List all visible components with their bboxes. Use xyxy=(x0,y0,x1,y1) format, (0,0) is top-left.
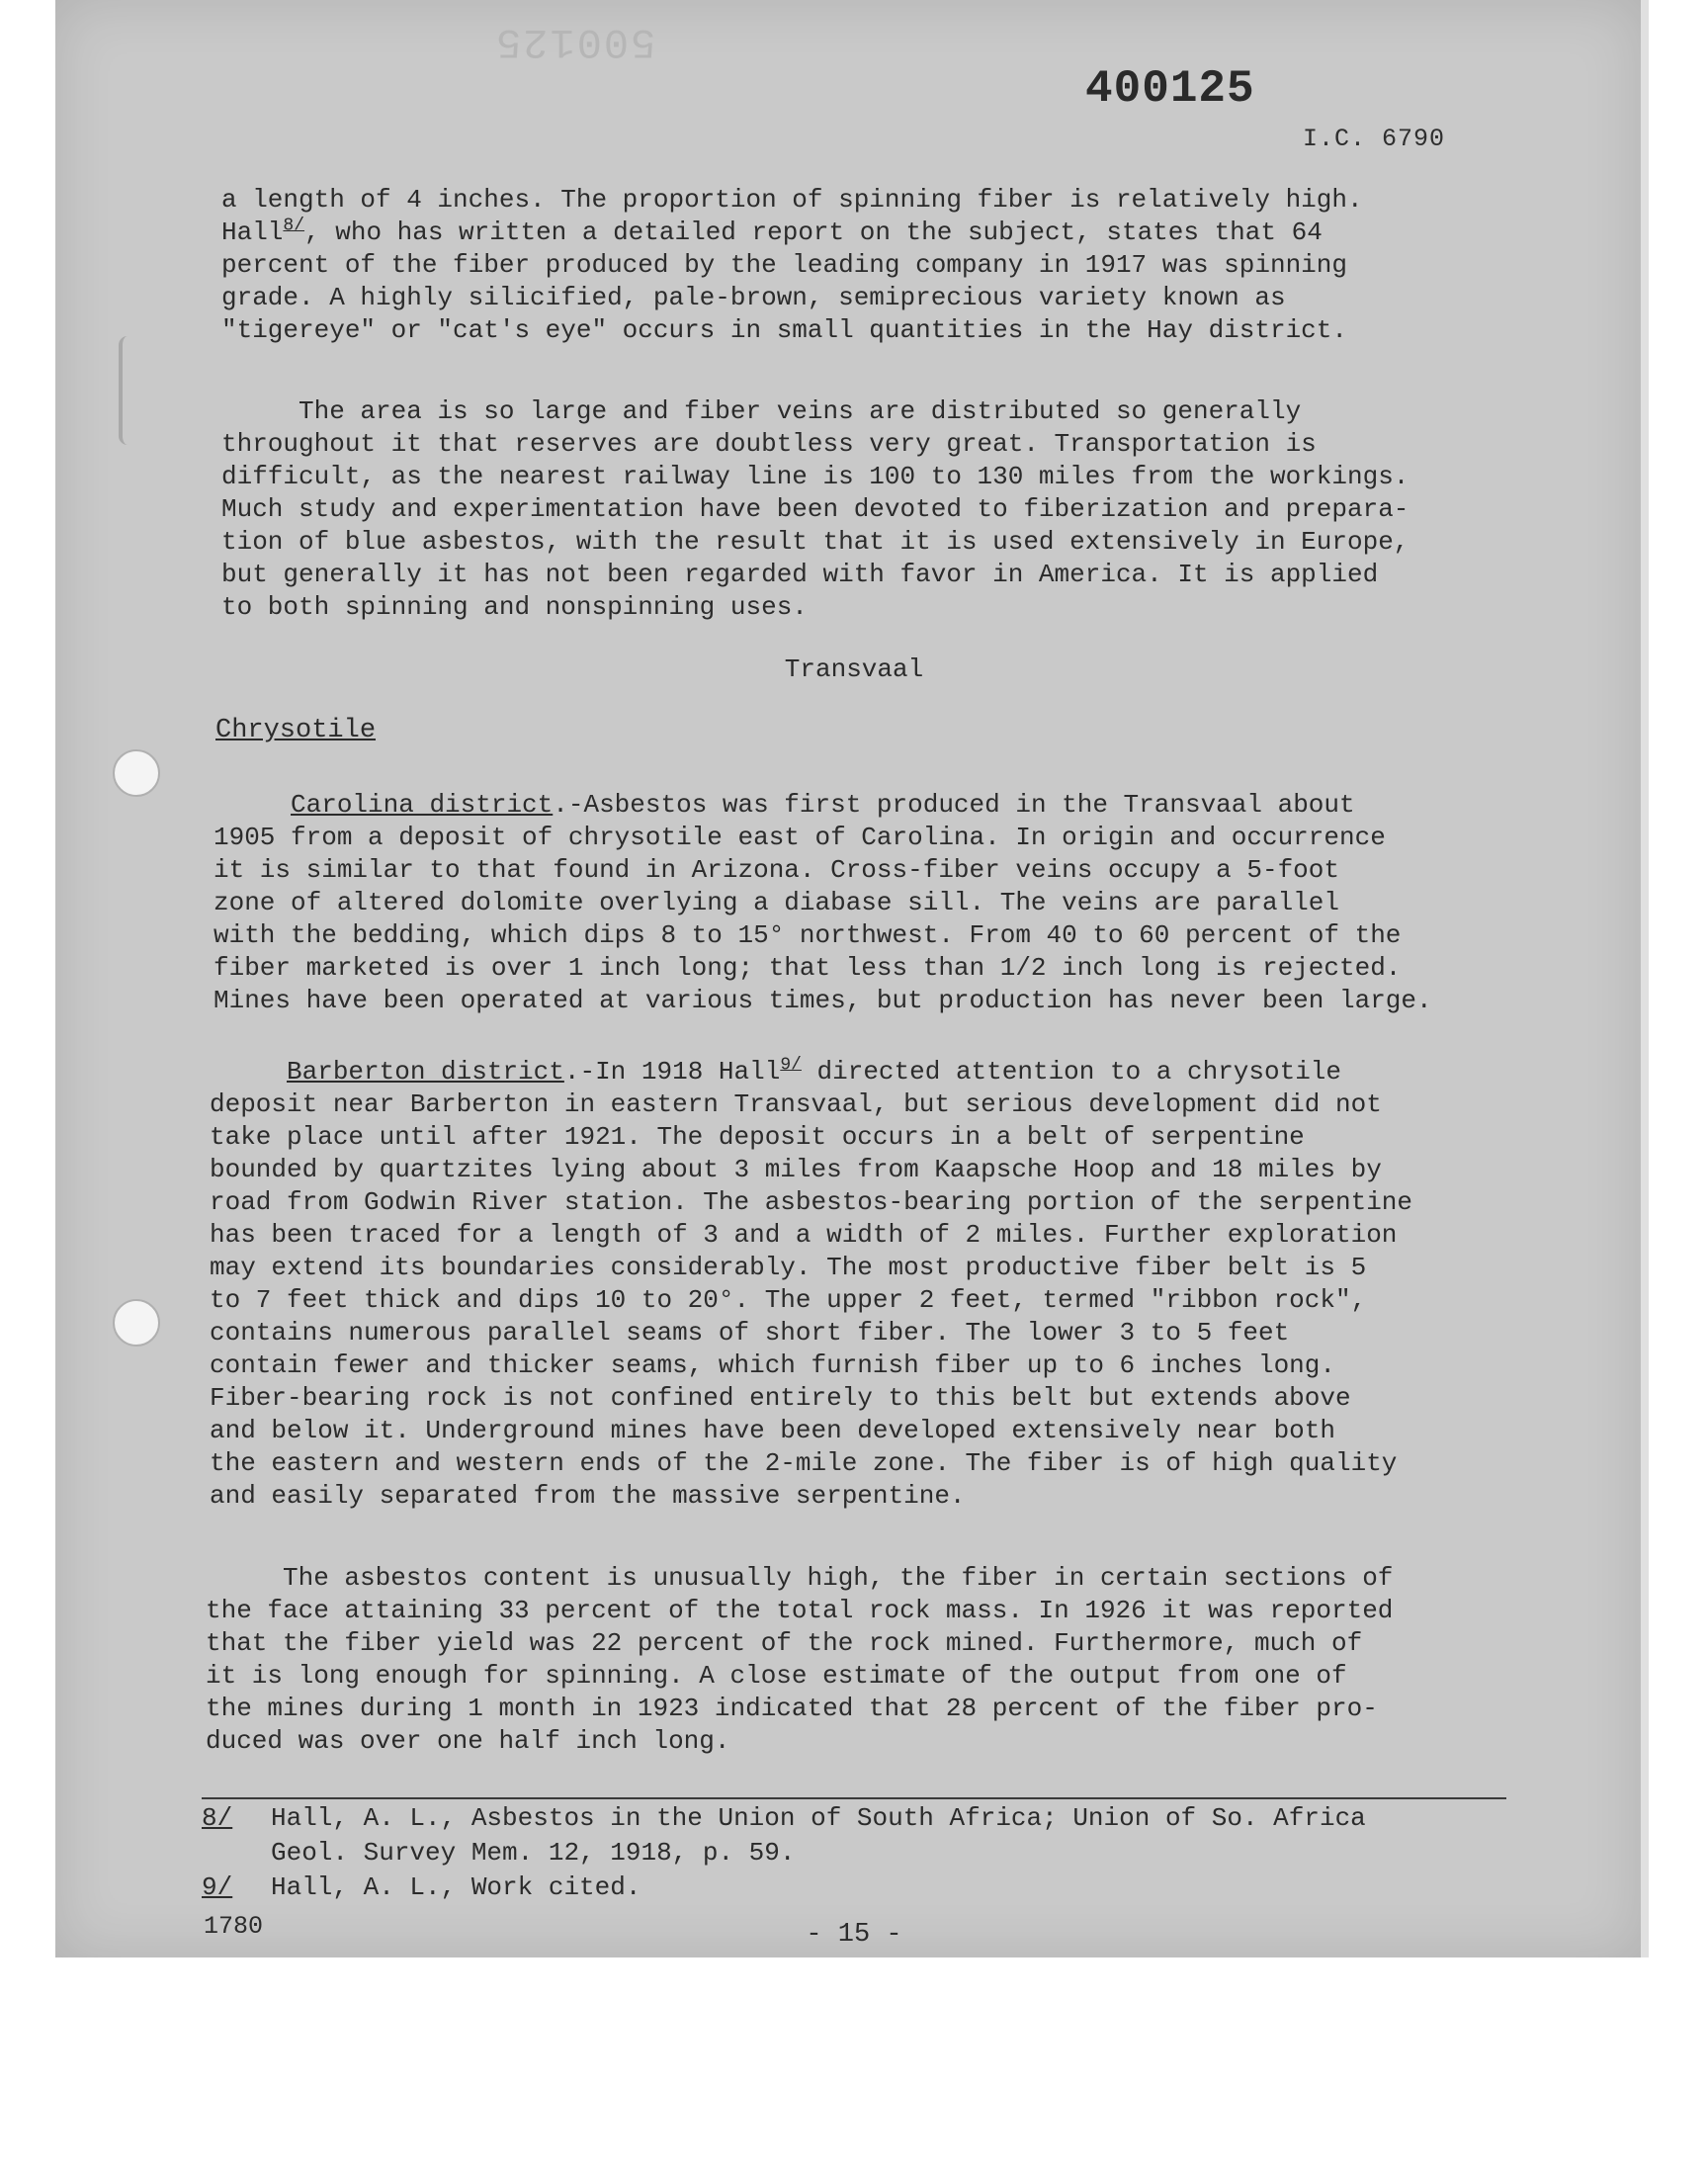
paragraph-text: a length of 4 inches. The proportion of spinning fiber is relatively high. Hall xyxy=(221,185,1363,247)
paragraph-carolina xyxy=(214,789,1514,1017)
punch-hole xyxy=(113,749,160,797)
punch-hole xyxy=(113,1299,160,1347)
paper-clip-mark xyxy=(119,336,136,445)
paragraph-barberton xyxy=(210,1056,1510,1513)
document-id: I.C. 6790 xyxy=(1303,125,1446,153)
footnote-mark: 9/ xyxy=(202,1872,233,1902)
paragraph-asbestos-content: The asbestos content is unusually high, the fiber in certain sections of the face attaining 33 percent of the total rock mass. In 1926 it was reported that the fiber yield was 22 percent of the rock mined. Furthermore, much of it is long enough for spinning. A close estimate of the output from one of the mines during 1 month in 1923 indicated that 28 percent of the fiber pro- duced was over one half inch long. xyxy=(206,1563,1394,1756)
ghost-stamp-number: 500125 xyxy=(494,18,656,65)
carolina-district-title: Carolina district xyxy=(291,790,554,820)
paragraph-reserves: The area is so large and fiber veins are distributed so generally throughout it that reserves are doubtless very great. Transportation is difficult, as the nearest railway line is 100 to 130 miles from the workings. Much study and experimentation have been devoted to fiberization and prepara- tion of blue asbestos, with the result that it is used extensively in Europe, but generally it has not been regarded with favor in America. It is applied to both spinning and nonspinning uses. xyxy=(221,396,1409,622)
footnote-text: Hall, A. L., Asbestos in the Union of South Africa; Union of So. Africa xyxy=(271,1803,1366,1833)
footnote-divider xyxy=(202,1797,1506,1799)
paragraph-text: directed attention to a chrysotile deposit near Barberton in eastern Transvaal, but serious development did not take place until after 1921. The deposit occurs in a belt of serpentine bounded by quartzites lying about 3 miles from Kaapsche Hoop and 18 miles by road from Godwin River station. The asbestos-bearing portion of the serpentine has been traced for a length of 3 and a width of 2 miles. Further exploration may extend its boundaries considerably. The most productive fiber belt is 5 to 7 feet thick and dips 10 to 20°. The upper 2 feet, termed "ribbon rock", contains numerous parallel seams of short fiber. The lower 3 to 5 feet contain fewer and thicker seams, which furnish fiber up to 6 inches long. Fiber-bearing rock is not confined entirely to this belt but extends above and below it. Underground mines have been developed extensively near both the eastern and western ends of the 2-mile zone. The fiber is of high quality and easily separated from the massive serpentine. xyxy=(210,1057,1412,1511)
paragraph-text: .-In 1918 Hall xyxy=(563,1057,781,1087)
document-code: 1780 xyxy=(204,1912,264,1941)
paragraph-intro xyxy=(221,184,1522,347)
page-edge xyxy=(1641,0,1649,1958)
section-heading-transvaal: Transvaal xyxy=(784,654,924,684)
page-number: - 15 - xyxy=(806,1920,902,1950)
document-stamp-number: 400125 xyxy=(1085,63,1255,115)
paragraph-text: , who has written a detailed report on the subject, states that 64 percent of the fiber produced by the leading company in 1917 was spinning grade. A highly silicified, pale-brown, semiprecious variety known as "tigereye" or "cat's eye" occurs in small quantities in the Hay district. xyxy=(221,218,1347,345)
footnote-9 xyxy=(202,1870,640,1905)
barberton-district-title: Barberton district xyxy=(287,1057,564,1087)
footnote-mark: 8/ xyxy=(202,1803,233,1833)
footnote-ref: 9/ xyxy=(780,1055,802,1076)
footnote-text: Hall, A. L., Work cited. xyxy=(271,1872,641,1902)
footnote-8 xyxy=(202,1801,1366,1870)
paragraph-text: .-Asbestos was first produced in the Transvaal about 1905 from a deposit of chrysotile east of Carolina. In origin and occurrence it is similar to that found in Arizona. Cross-fiber veins occupy a 5-foot zone of altered dolomite overlying a diabase sill. The veins are parallel with the bedding, which dips 8 to 15° northwest. From 40 to 60 percent of the fiber marketed is over 1 inch long; that less than 1/2 inch long is rejected. Mines have been operated at various times, but production has never been large. xyxy=(214,790,1432,1015)
footnote-text: Geol. Survey Mem. 12, 1918, p. 59. xyxy=(271,1838,796,1868)
footnote-ref: 8/ xyxy=(283,216,305,236)
subsection-heading-chrysotile: Chrysotile xyxy=(215,716,377,745)
